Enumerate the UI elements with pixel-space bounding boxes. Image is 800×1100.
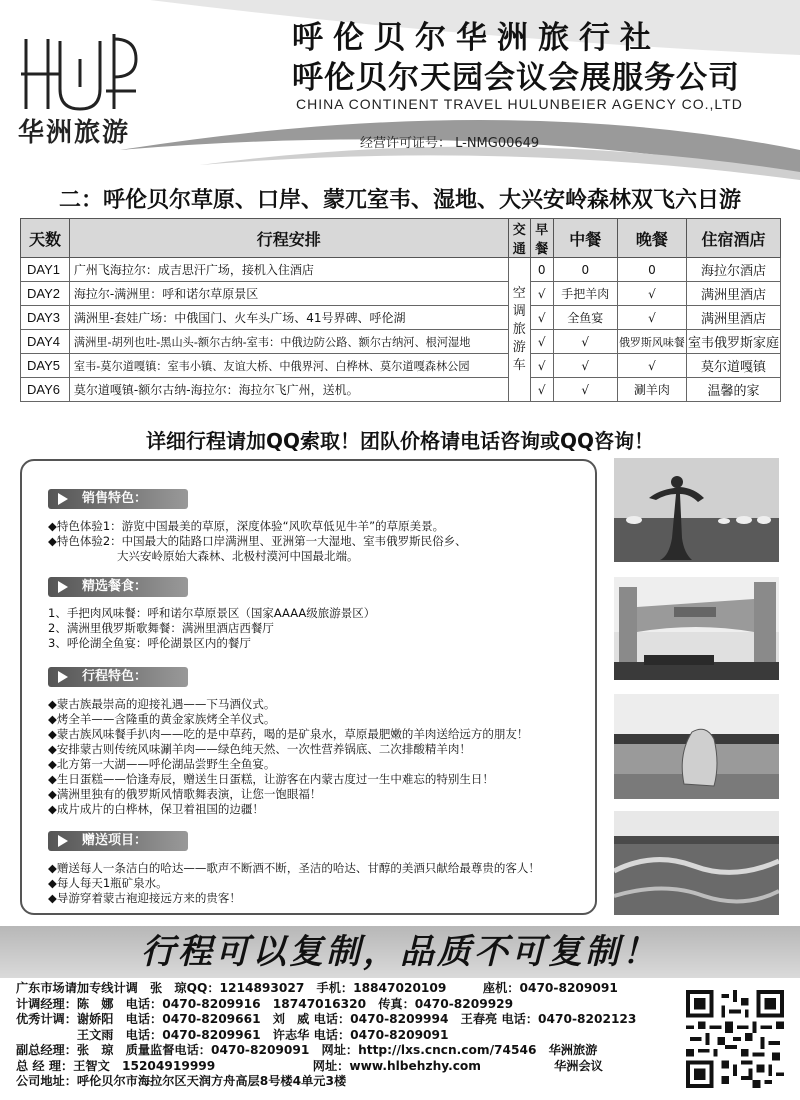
dinner-cell: √ — [617, 306, 686, 330]
list-item: ◆生日蛋糕——恰逢寿辰，赠送生日蛋糕，让游客在内蒙古度过一生中难忘的特别生日！ — [48, 772, 494, 786]
table-header-row — [21, 219, 781, 258]
header-day: 天数 — [21, 219, 70, 258]
company-name-english: CHINA CONTINENT TRAVEL HULUNBEIER AGENCY CO.,LTD — [296, 96, 743, 112]
photo-grassland-dancer — [614, 458, 779, 562]
header-breakfast: 早餐 — [530, 219, 553, 258]
arrow-icon — [58, 835, 68, 847]
list-item: ◆特色体验1：游览中国最美的草原，深度体验“风吹草低见牛羊”的草原美景。 — [48, 519, 445, 533]
contact-line: 优秀计调：谢娇阳 电话：0470-8209661 刘 威 电话：0470-8209994 王春亮 电话：0470-8202123 — [16, 1012, 637, 1026]
schedule-cell: 满洲里-套娃广场：中俄国门、火车头广场、41号界碑、呼伦湖 — [69, 306, 508, 330]
list-item: 3、呼伦湖全鱼宴：呼伦湖景区内的餐厅 — [48, 636, 251, 650]
contact-line: 公司地址：呼伦贝尔市海拉尔区天润方舟高层8号楼4单元3楼 — [16, 1074, 347, 1088]
meals-list — [48, 606, 375, 651]
schedule-cell: 满洲里-胡列也吐-黑山头-额尔古纳-室韦：中俄边防公路、额尔古纳河、根河湿地 — [69, 330, 508, 354]
list-item: ◆蒙古族风味餐手扒肉——吃的是中草药，喝的是矿泉水，草原最肥嫩的羊肉送给远方的朋友！ — [48, 727, 529, 741]
breakfast-cell: √ — [530, 330, 553, 354]
schedule-cell: 海拉尔-满洲里：呼和诺尔草原景区 — [69, 282, 508, 306]
contact-line: 总 经 理：王智文 15204919999 网址：www.hlbehzhy.com 华洲会议 — [16, 1058, 603, 1073]
section-title: 销售特色： — [82, 491, 148, 506]
gifts-list — [48, 861, 540, 906]
list-item: ◆安排蒙古则传统风味涮羊肉——绿色纯天然、一次性营养锅底、二次排酸精羊肉！ — [48, 742, 471, 756]
list-item: ◆特色体验2：中国最大的陆路口岸满洲里、亚洲第一大湿地、室韦俄罗斯民俗乡、 — [48, 534, 467, 548]
day-cell: DAY3 — [21, 306, 70, 330]
contact-line: 计调经理：陈 娜 电话：0470-8209916 18747016320 传真：0470-8209929 — [16, 996, 514, 1011]
day-cell: DAY2 — [21, 282, 70, 306]
logo-text: 华洲旅游 — [18, 118, 131, 148]
lunch-cell: √ — [553, 378, 617, 402]
section-title: 行程特色： — [82, 669, 148, 684]
day-cell: DAY1 — [21, 258, 70, 282]
table-row — [21, 258, 781, 282]
list-item: 大兴安岭原始大森林、北极村漠河中国最北端。 — [48, 549, 359, 563]
slogan: 行程可以复制，品质不可复制！ — [141, 932, 659, 972]
contact-line: 广东市场请加专线计调 张 琼QQ：1214893027 手机：18847020109 座机：0470-8209091 — [16, 981, 618, 995]
hotel-cell: 满洲里酒店 — [686, 306, 780, 330]
itinerary-table — [20, 218, 781, 402]
lunch-cell: 手把羊肉 — [553, 282, 617, 306]
day-cell: DAY6 — [21, 378, 70, 402]
breakfast-cell: 0 — [530, 258, 553, 282]
list-item: ◆蒙古族最崇高的迎接礼遇——下马酒仪式。 — [48, 697, 276, 711]
breakfast-cell: √ — [530, 306, 553, 330]
list-item: ◆赠送每人一条洁白的哈达——歌声不断酒不断，圣洁的哈达、甘醇的美酒只献给最尊贵的客人！ — [48, 861, 540, 875]
dinner-cell: √ — [617, 282, 686, 306]
transport-cell — [508, 258, 530, 402]
header — [0, 0, 800, 180]
header-schedule: 行程安排 — [69, 219, 508, 258]
hotel-cell: 室韦俄罗斯家庭 — [686, 330, 780, 354]
hotel-cell: 满洲里酒店 — [686, 282, 780, 306]
lunch-cell: 0 — [553, 258, 617, 282]
route-title: 二：呼伦贝尔草原、口岸、蒙兀室韦、湿地、大兴安岭森林双飞六日游 — [58, 188, 741, 213]
list-item: ◆成片成片的白桦林，保卫着祖国的边疆！ — [48, 802, 264, 816]
photo-hulun-lake-stone — [614, 694, 779, 799]
features-panel — [20, 459, 597, 915]
breakfast-cell: √ — [530, 282, 553, 306]
contact-info — [16, 981, 676, 1090]
table-row — [21, 354, 781, 378]
photo-wetland-river — [614, 811, 779, 915]
list-item: ◆每人每天1瓶矿泉水。 — [48, 876, 168, 890]
section-tag-sales — [48, 489, 188, 509]
list-item: ◆烤全羊——含隆重的黄金家族烤全羊仪式。 — [48, 712, 276, 726]
qq-contact-banner: 详细行程请加QQ索取！团队价格请电话咨询或QQ咨询！ — [145, 429, 654, 453]
dinner-cell: 涮羊肉 — [617, 378, 686, 402]
schedule-cell: 室韦-莫尔道嘎镇：室韦小镇、友谊大桥、中俄界河、白桦林、莫尔道嘎森林公园 — [69, 354, 508, 378]
breakfast-cell: √ — [530, 354, 553, 378]
table-row — [21, 306, 781, 330]
day-cell: DAY4 — [21, 330, 70, 354]
trip-features-list — [48, 697, 528, 817]
section-tag-gifts — [48, 831, 188, 851]
list-item: ◆北方第一大湖——呼伦湖品尝野生全鱼宴。 — [48, 757, 276, 771]
section-title: 精选餐食： — [82, 579, 148, 594]
lunch-cell: √ — [553, 330, 617, 354]
list-item: 2、满洲里俄罗斯歌舞餐：满洲里酒店西餐厅 — [48, 621, 274, 635]
photo-border-gate — [614, 577, 779, 680]
table-row — [21, 330, 781, 354]
hotel-cell: 温馨的家 — [686, 378, 780, 402]
qr-code-icon[interactable] — [686, 990, 784, 1088]
table-row — [21, 282, 781, 306]
list-item: ◆导游穿着蒙古袍迎接远方来的贵客！ — [48, 891, 241, 905]
lunch-cell: 全鱼宴 — [553, 306, 617, 330]
dinner-cell: 俄罗斯风味餐 — [617, 330, 686, 354]
table-row — [21, 378, 781, 402]
company-name-primary: 呼伦贝尔华洲旅行社 — [292, 20, 661, 56]
arrow-icon — [58, 671, 68, 683]
section-title: 赠送项目： — [82, 833, 148, 848]
schedule-cell: 广州飞海拉尔：成吉思汗广场，接机入住酒店 — [69, 258, 508, 282]
header-lunch: 中餐 — [553, 219, 617, 258]
transport-value: 空调旅游车 — [512, 285, 526, 373]
section-tag-meals — [48, 577, 188, 597]
lunch-cell: √ — [553, 354, 617, 378]
arrow-icon — [58, 581, 68, 593]
contact-line: 王文雨 电话：0470-8209961 许志华 电话：0470-8209091 — [16, 1027, 449, 1042]
sales-features-list — [48, 519, 467, 564]
hotel-cell: 莫尔道嘎镇 — [686, 354, 780, 378]
arrow-icon — [58, 493, 68, 505]
header-dinner: 晚餐 — [617, 219, 686, 258]
schedule-cell: 莫尔道嘎镇-额尔古纳-海拉尔：海拉尔飞广州，送机。 — [69, 378, 508, 402]
header-transport: 交通 — [508, 219, 530, 258]
header-hotel: 住宿酒店 — [686, 219, 780, 258]
dinner-cell: 0 — [617, 258, 686, 282]
list-item: 1、手把肉风味餐：呼和诺尔草原景区（国家AAAA级旅游景区） — [48, 606, 376, 620]
contact-line: 副总经理：张 琼 质量监督电话：0470-8209091 网址：http://lxs.cncn.com/74546 华洲旅游 — [16, 1043, 598, 1057]
breakfast-cell: √ — [530, 378, 553, 402]
hotel-cell: 海拉尔酒店 — [686, 258, 780, 282]
license-number: 经营许可证号： L-NMG00649 — [360, 136, 540, 151]
dinner-cell: √ — [617, 354, 686, 378]
day-cell: DAY5 — [21, 354, 70, 378]
list-item: ◆满洲里独有的俄罗斯风情歌舞表演，让您一饱眼福！ — [48, 787, 322, 801]
section-tag-trip — [48, 667, 188, 687]
company-name-secondary: 呼伦贝尔天园会议会展服务公司 — [292, 60, 740, 96]
